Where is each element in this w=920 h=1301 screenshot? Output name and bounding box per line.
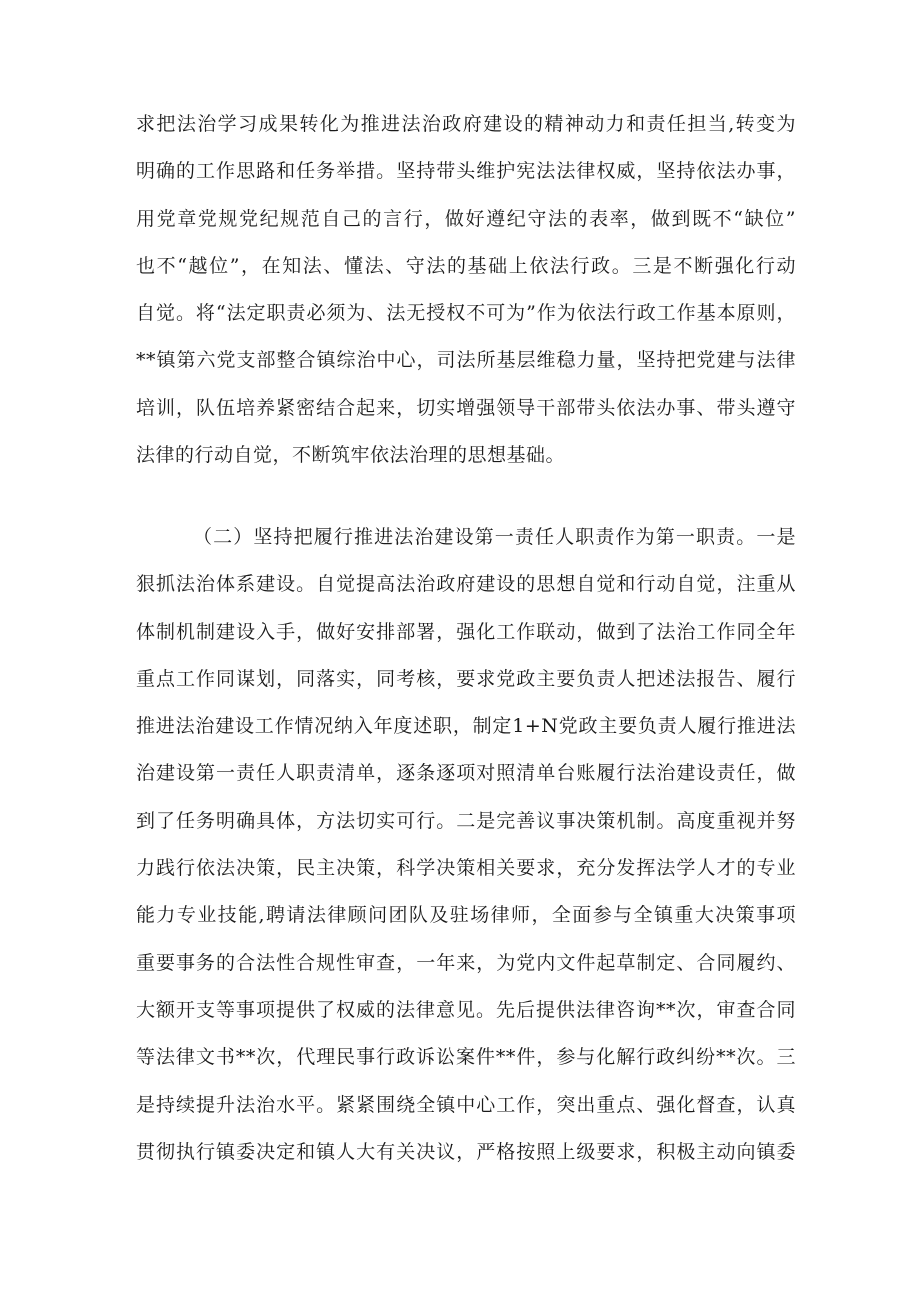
text-line: 狠抓法治体系建设。自觉提高法治政府建设的思想自觉和行动自觉，注重从 xyxy=(136,573,796,596)
text-line: 体制机制建设入手，做好安排部署，强化工作联动，做到了法治工作同全年 xyxy=(136,620,796,643)
paragraph-2 xyxy=(136,514,796,1176)
text-line: 推进法治建设工作情况纳入年度述职，制定1+N党政主要负责人履行推进法 xyxy=(136,715,796,738)
text-line: 到了任务明确具体，方法切实可行。二是完善议事决策机制。高度重视并努 xyxy=(136,809,796,832)
text-line: **镇第六党支部整合镇综治中心，司法所基层维稳力量，坚持把党建与法律 xyxy=(136,349,796,372)
text-line: 自觉。将“法定职责必须为、法无授权不可为”作为依法行政工作基本原则， xyxy=(136,302,796,325)
text-line: 明确的工作思路和任务举措。坚持带头维护宪法法律权威，坚持依法办事， xyxy=(136,160,796,183)
text-line: 力践行依法决策，民主决策，科学决策相关要求，充分发挥法学人才的专业 xyxy=(136,857,796,880)
text-line: 能力专业技能,聘请法律顾问团队及驻场律师，全面参与全镇重大决策事项 xyxy=(136,904,796,927)
text-line: 大额开支等事项提供了权威的法律意见。先后提供法律咨询**次，审查合同 xyxy=(136,998,796,1021)
text-line: 也不“越位”，在知法、懂法、守法的基础上依法行政。三是不断强化行动 xyxy=(136,254,796,277)
text-line: 是持续提升法治水平。紧紧围绕全镇中心工作，突出重点、强化督查，认真 xyxy=(136,1093,796,1116)
paragraph-1 xyxy=(136,101,796,479)
text-line: 用党章党规党纪规范自己的言行，做好遵纪守法的表率，做到既不“缺位” xyxy=(136,207,796,230)
text-line: 等法律文书**次，代理民事行政诉讼案件**件，参与化解行政纠纷**次。三 xyxy=(136,1046,796,1069)
text-line: 治建设第一责任人职责清单，逐条逐项对照清单台账履行法治建设责任，做 xyxy=(136,762,796,785)
text-line: 贯彻执行镇委决定和镇人大有关决议，严格按照上级要求，积极主动向镇委 xyxy=(136,1140,796,1163)
text-line: 培训，队伍培养紧密结合起来，切实增强领导干部带头依法办事、带头遵守 xyxy=(136,396,796,419)
text-line: 求把法治学习成果转化为推进法治政府建设的精神动力和责任担当,转变为 xyxy=(136,113,796,135)
text-line: 重要事务的合法性合规性审查，一年来，为党内文件起草制定、合同履约、 xyxy=(136,951,796,974)
text-line: 重点工作同谋划，同落实，同考核，要求党政主要负责人把述法报告、履行 xyxy=(136,667,796,690)
text-line: 法律的行动自觉，不断筑牢依法治理的思想基础。 xyxy=(136,444,566,467)
section-heading-line: （二）坚持把履行推进法治建设第一责任人职责作为第一职责。一是 xyxy=(193,526,796,548)
